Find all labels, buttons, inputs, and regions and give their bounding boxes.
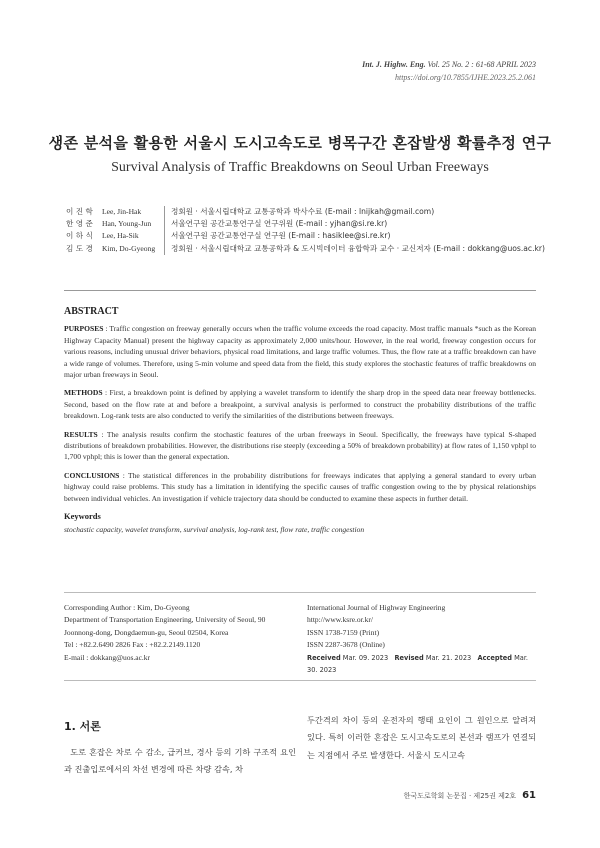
methods-label: METHODS bbox=[64, 388, 103, 398]
author-row bbox=[66, 218, 546, 230]
divider bbox=[64, 592, 536, 593]
corr-line: Corresponding Author : Kim, Do-Gyeong bbox=[64, 603, 190, 612]
author-name-korean: 이 하 식 bbox=[66, 231, 93, 241]
paper-title-korean: 생존 분석을 활용한 서울시 도시고속도로 병목구간 혼잡발생 확률추정 연구 bbox=[48, 134, 552, 152]
methods-text: : First, a breakdown point is defined by applying a wavelet transform to identify the sharp drop in the speed data near freeway bottlenecks. Second, based on the flow rate at and before a breakpoint, a survival analysis is performed to construct the probability distributions of the traffic breakdown. Log-rank tests are also conducted to verify the similarities of the distributions between freeways. bbox=[64, 388, 536, 421]
author-affiliation: 서울연구원 공간교통연구실 연구위원 (E-mail : yjhan@si.re.kr) bbox=[164, 218, 387, 230]
author-name-english: Kim, Do-Gyeong bbox=[102, 243, 156, 253]
page-number: 61 bbox=[522, 790, 536, 801]
author-name-korean: 김 도 경 bbox=[66, 243, 93, 253]
revised-label: Revised bbox=[394, 653, 424, 662]
author-name-english: Lee, Ha-Sik bbox=[102, 231, 139, 241]
body-paragraph bbox=[64, 744, 296, 779]
journal-name: International Journal of Highway Engineering bbox=[307, 603, 446, 612]
abstract-heading: ABSTRACT bbox=[64, 306, 119, 317]
author-affiliation: 정회원 · 서울시립대학교 교통공학과 박사수료 (E-mail : lnijkah@gmail.com) bbox=[164, 206, 434, 218]
author-row bbox=[66, 230, 546, 242]
body-text-right: 두간격의 차이 등의 운전자의 행태 요인이 그 원인으로 알려져 있다. 특히 이러한 혼잡은 도시고속도로의 본선과 램프가 연결되는 지점에서 주로 발생한다. 서울시 도시고속 bbox=[307, 715, 536, 760]
body-column-right bbox=[307, 712, 536, 764]
purposes-text: : Traffic congestion on freeway generally occurs when the traffic volume exceeds the road capacity. Most traffic manuals *such as the Korean Highway Capacity Manual) present the highway capacity as approximately 2,000 units/hour. However, in the real world, freeway congestion occurs for various reasons, including unusual driver behaviors, physical road limitations, and large traffic volumes. Thus, the flow rate at a traffic breakdown can have a wide range of volumes. Therefore, using 5-min volume and speed data from the field, this study explores the stochastic features of traffic breakdowns on major urban freeways in Seoul. bbox=[64, 324, 536, 380]
accepted-label: Accepted bbox=[477, 653, 512, 662]
author-affiliation: 서울연구원 공간교통연구실 연구원 (E-mail : hasiklee@si.re.kr) bbox=[164, 230, 390, 242]
doi-link[interactable]: https://doi.org/10.7855/IJHE.2023.25.2.061 bbox=[394, 73, 536, 82]
author-row bbox=[66, 243, 546, 255]
journal-abbrev: Int. J. Highw. Eng. bbox=[362, 60, 426, 69]
divider bbox=[64, 680, 536, 681]
journal-info-block bbox=[307, 602, 539, 676]
conclusions-text: : The statistical differences in the probability distributions for freeways indicates that applying a general standard to every urban highway could raise problems. This study has a limitation in identifying the specific causes of traffic congestion owing to the by physical relationships between individual vehicles. An investigation if vehicle trajectory data should be conducted to examine these aspects in further detail. bbox=[64, 470, 536, 503]
author-name-korean: 이 진 학 bbox=[66, 207, 93, 216]
author-name-english: Lee, Jin-Hak bbox=[102, 207, 142, 216]
corr-email: E-mail : dokkang@uos.ac.kr bbox=[64, 652, 151, 662]
paper-title-english: Survival Analysis of Traffic Breakdowns on Seoul Urban Freeways bbox=[111, 160, 489, 175]
author-list bbox=[66, 206, 546, 255]
received-date: Mar. 09. 2023 bbox=[342, 653, 389, 662]
results-text: : The analysis results confirm the stochastic features of the urban freeways in Seoul. Specifically, the freeways have typical S-shaped distributions of breakdown probabilities. However, the distributions rise steeply (exceeding a 50% of breakdown probability) at flow rates of 1,150 vphpl to 1,700 vphpl; this is lower than the general expectation. bbox=[64, 429, 536, 462]
accepted-date: Mar. 30. 2023 bbox=[307, 653, 529, 675]
abstract-results bbox=[64, 429, 536, 463]
author-affiliation: 정회원 · 서울시립대학교 교통공학과 & 도시빅데이터 융합학과 교수 · 교신저자 (E-mail : dokkang@uos.ac.kr) bbox=[164, 243, 545, 255]
journal-volume: Vol. 25 No. 2 : 61-68 APRIL 2023 bbox=[427, 60, 536, 69]
body-text-left: 도로 혼잡은 차로 수 감소, 급커브, 경사 등의 기하 구조적 요인과 진출입로에서의 차선 변경에 따른 차량 감속, 차 bbox=[64, 747, 296, 775]
footer-journal: 한국도로학회 논문집 · 제25권 제2호 bbox=[403, 792, 517, 800]
section-title: 1. 서론 bbox=[64, 720, 101, 733]
journal-url[interactable]: http://www.ksre.or.kr/ bbox=[307, 615, 373, 625]
corr-line: Department of Transportation Engineering, University of Seoul, 90 bbox=[64, 615, 266, 625]
received-label: Received bbox=[307, 653, 341, 662]
abstract-section bbox=[64, 306, 536, 542]
conclusions-label: CONCLUSIONS bbox=[64, 470, 120, 480]
body-column-left bbox=[64, 744, 296, 779]
purposes-label: PURPOSES bbox=[64, 324, 104, 334]
keywords-text: stochastic capacity, wavelet transform, survival analysis, log-rank test, flow rate, traffic congestion bbox=[64, 524, 365, 534]
author-row bbox=[66, 206, 546, 218]
page-footer bbox=[404, 790, 536, 801]
corr-line: Tel : +82.2.6490 2826 Fax : +82.2.2149.1120 bbox=[64, 640, 201, 650]
abstract-purposes bbox=[64, 323, 536, 380]
abstract-conclusions bbox=[64, 470, 536, 504]
abstract-methods bbox=[64, 387, 536, 421]
submission-dates bbox=[307, 652, 539, 677]
results-label: RESULTS bbox=[64, 429, 98, 439]
issn-online: ISSN 2287-3678 (Online) bbox=[307, 640, 385, 650]
corr-line: Joonnong-dong, Dongdaemun-gu, Seoul 02504, Korea bbox=[64, 627, 229, 637]
corresponding-author-block bbox=[64, 602, 296, 664]
issn-print: ISSN 1738-7159 (Print) bbox=[307, 627, 380, 637]
keywords-heading: Keywords bbox=[64, 511, 101, 522]
author-name-english: Han, Young-Jun bbox=[102, 219, 152, 229]
author-name-korean: 한 영 준 bbox=[66, 219, 93, 229]
revised-date: Mar. 21. 2023 bbox=[425, 653, 472, 662]
journal-header bbox=[362, 58, 536, 84]
divider bbox=[64, 290, 536, 291]
